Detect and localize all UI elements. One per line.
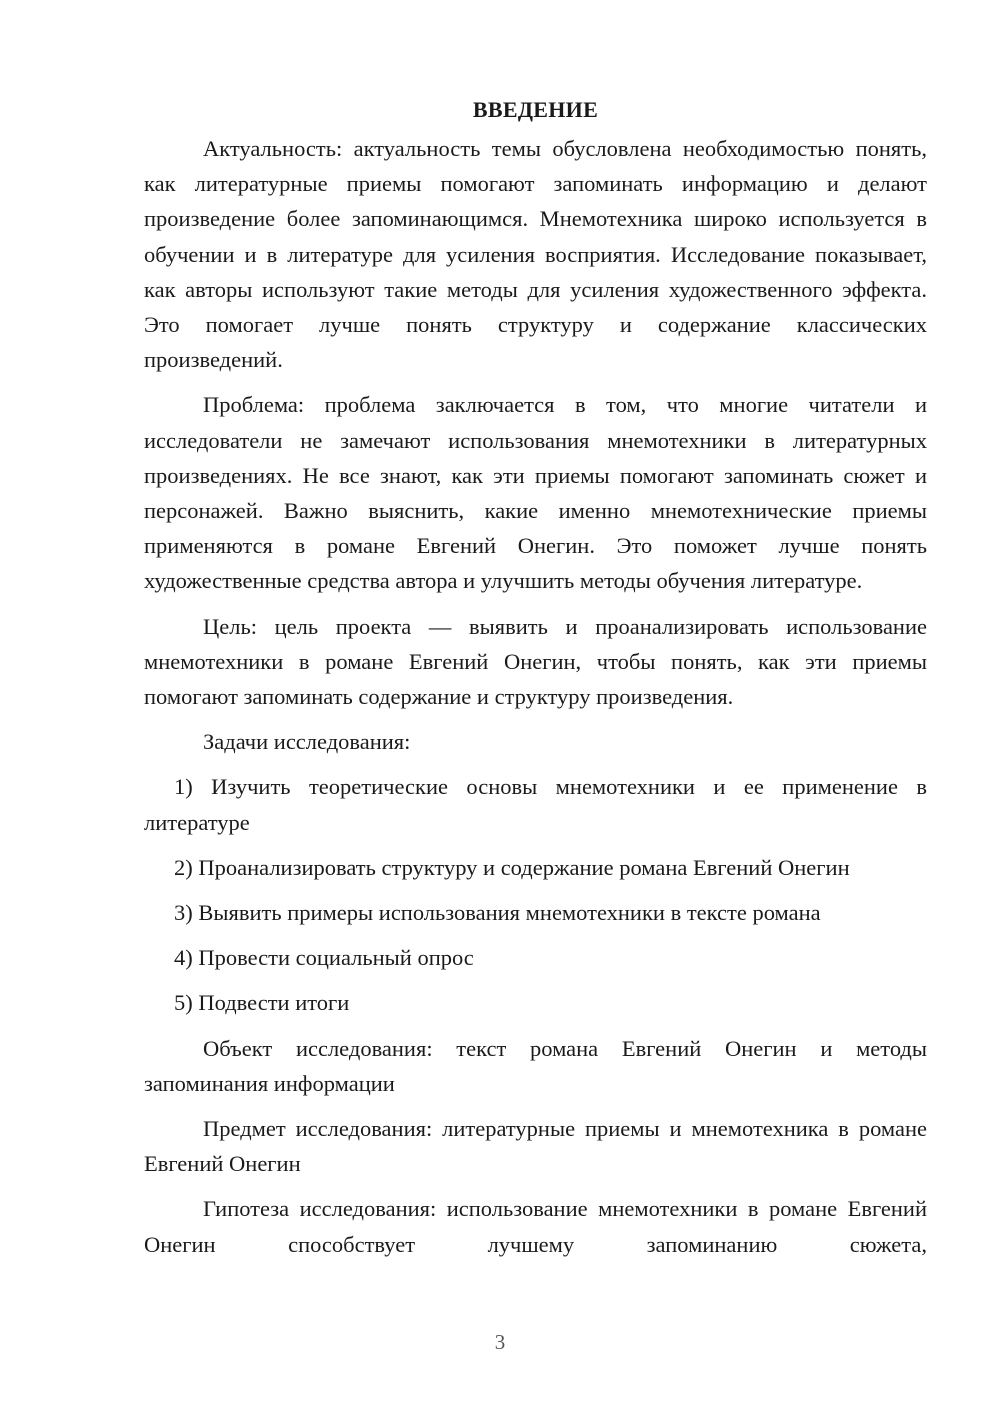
page-number: 3	[494, 1330, 506, 1354]
paragraph-object: Объект исследования: текст романа Евгений Онегин и методы запоминания информации	[144, 1035, 927, 1096]
section-title: ВВЕДЕНИЕ	[472, 97, 599, 122]
paragraph-problem: Проблема: проблема заключается в том, что многие читатели и исследователи не замечают использования мнемотехники в литературных произведениях. Не все знают, как эти приемы помогают запоминать сюжет и персонажей. Важно выяснить, какие именно мнемотехнические приемы применяются в романе Евгений Онегин. Это поможет лучше понять художественные средства автора и улучшить методы обучения литературе.	[144, 392, 927, 594]
paragraph-tasks-heading: Задачи исследования:	[203, 729, 411, 755]
document-page	[144, 92, 927, 1272]
paragraph-goal: Цель: цель проекта — выявить и проанализировать использование мнемотехники в романе Евгений Онегин, чтобы понять, как эти приемы помогают запоминать содержание и структуру произведения.	[144, 613, 927, 710]
paragraph-relevance: Актуальность: актуальность темы обусловлена необходимостью понять, как литературные приемы помогают запоминать информацию и делают произведение более запоминающимся. Мнемотехника широко используется в обучении и в литературе для усиления восприятия. Исследование показывает, как авторы используют такие методы для усиления художественного эффекта. Это помогает лучше понять структуру и содержание классических произведений.	[144, 136, 927, 373]
paragraph-hypothesis: Гипотеза исследования: использование мнемотехники в романе Евгений Онегин способствует лучшему запоминанию сюжета,	[144, 1196, 927, 1257]
task-item-4: 4) Провести социальный опрос	[174, 945, 474, 971]
task-item-5: 5) Подвести итоги	[174, 990, 350, 1016]
task-item-2: 2) Проанализировать структуру и содержание романа Евгений Онегин	[174, 854, 850, 880]
task-item-1: 1) Изучить теоретические основы мнемотехники и ее применение в литературе	[144, 774, 927, 835]
paragraph-subject: Предмет исследования: литературные приемы и мнемотехника в романе Евгений Онегин	[144, 1116, 927, 1177]
task-item-3: 3) Выявить примеры использования мнемотехники в тексте романа	[174, 900, 821, 926]
